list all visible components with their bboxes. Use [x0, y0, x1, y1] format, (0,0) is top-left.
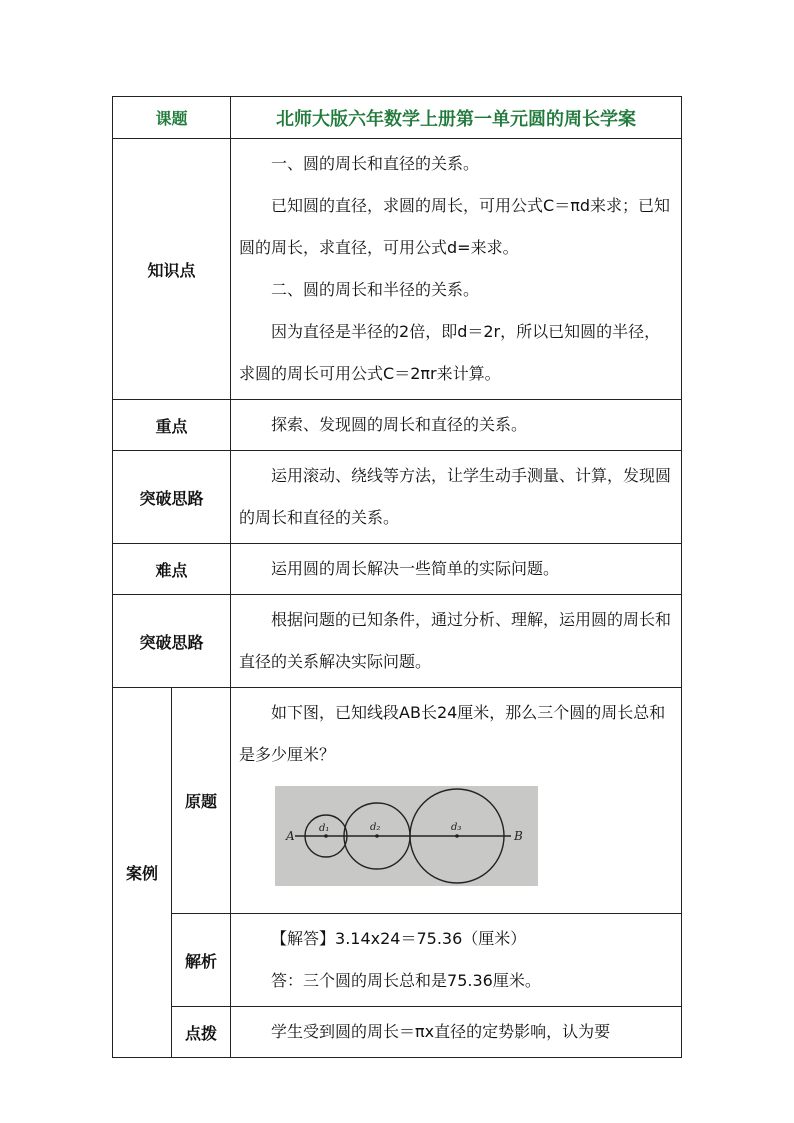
difficulty-row	[113, 544, 682, 595]
analysis-answer: 【解答】3.14x24＝75.36（厘米）	[271, 929, 527, 948]
circles-figure-wrap	[239, 776, 673, 894]
original-label: 原题	[172, 688, 231, 914]
point-a-label: A	[286, 829, 295, 843]
difficulty-text: 运用圆的周长解决一些简单的实际问题。	[231, 544, 682, 595]
knowledge-line-3: 二、圆的周长和半径的关系。	[271, 280, 480, 299]
knowledge-content	[231, 139, 682, 400]
knowledge-line-2: 已知圆的直径，求圆的周长，可用公式C＝πd来求；已知圆的周长，求直径，可用公式d=来求。	[239, 196, 670, 257]
tip-row	[113, 1007, 682, 1058]
knowledge-line-4: 因为直径是半径的2倍，即d＝2r，所以已知圆的半径，求圆的周长可用公式C＝2πr来计算。	[239, 322, 661, 383]
tip-text: 学生受到圆的周长＝πx直径的定势影响，认为要	[231, 1007, 682, 1058]
original-text: 如下图，已知线段AB长24厘米，那么三个圆的周长总和是多少厘米？	[239, 703, 666, 764]
key-point-row	[113, 400, 682, 451]
d1-label: d₁	[319, 823, 330, 834]
original-problem-row	[113, 688, 682, 914]
key-point-text: 探索、发现圆的周长和直径的关系。	[231, 400, 682, 451]
d3-label: d₃	[451, 822, 462, 833]
header-row	[113, 97, 682, 139]
original-content	[231, 688, 682, 914]
breakthrough2-label: 突破思路	[113, 595, 231, 688]
knowledge-line-1: 一、圆的周长和直径的关系。	[271, 154, 480, 173]
breakthrough1-row	[113, 451, 682, 544]
key-point-label: 重点	[113, 400, 231, 451]
breakthrough1-text: 运用滚动、绕线等方法，让学生动手测量、计算，发现圆的周长和直径的关系。	[231, 451, 682, 544]
analysis-conclusion: 答：三个圆的周长总和是75.36厘米。	[271, 971, 541, 990]
analysis-label: 解析	[172, 914, 231, 1007]
analysis-content	[231, 914, 682, 1007]
knowledge-label: 知识点	[113, 139, 231, 400]
breakthrough2-row	[113, 595, 682, 688]
breakthrough1-label: 突破思路	[113, 451, 231, 544]
analysis-row	[113, 914, 682, 1007]
lesson-plan-table	[112, 96, 682, 1058]
case-label: 案例	[113, 688, 172, 1058]
tip-label: 点拨	[172, 1007, 231, 1058]
header-label: 课题	[113, 97, 231, 139]
difficulty-label: 难点	[113, 544, 231, 595]
point-b-label: B	[514, 829, 523, 843]
d2-label: d₂	[370, 822, 381, 833]
breakthrough2-text: 根据问题的已知条件，通过分析、理解，运用圆的周长和直径的关系解决实际问题。	[231, 595, 682, 688]
three-circles-figure	[275, 786, 538, 886]
knowledge-row	[113, 139, 682, 400]
page-title: 北师大版六年数学上册第一单元圆的周长学案	[231, 97, 682, 139]
